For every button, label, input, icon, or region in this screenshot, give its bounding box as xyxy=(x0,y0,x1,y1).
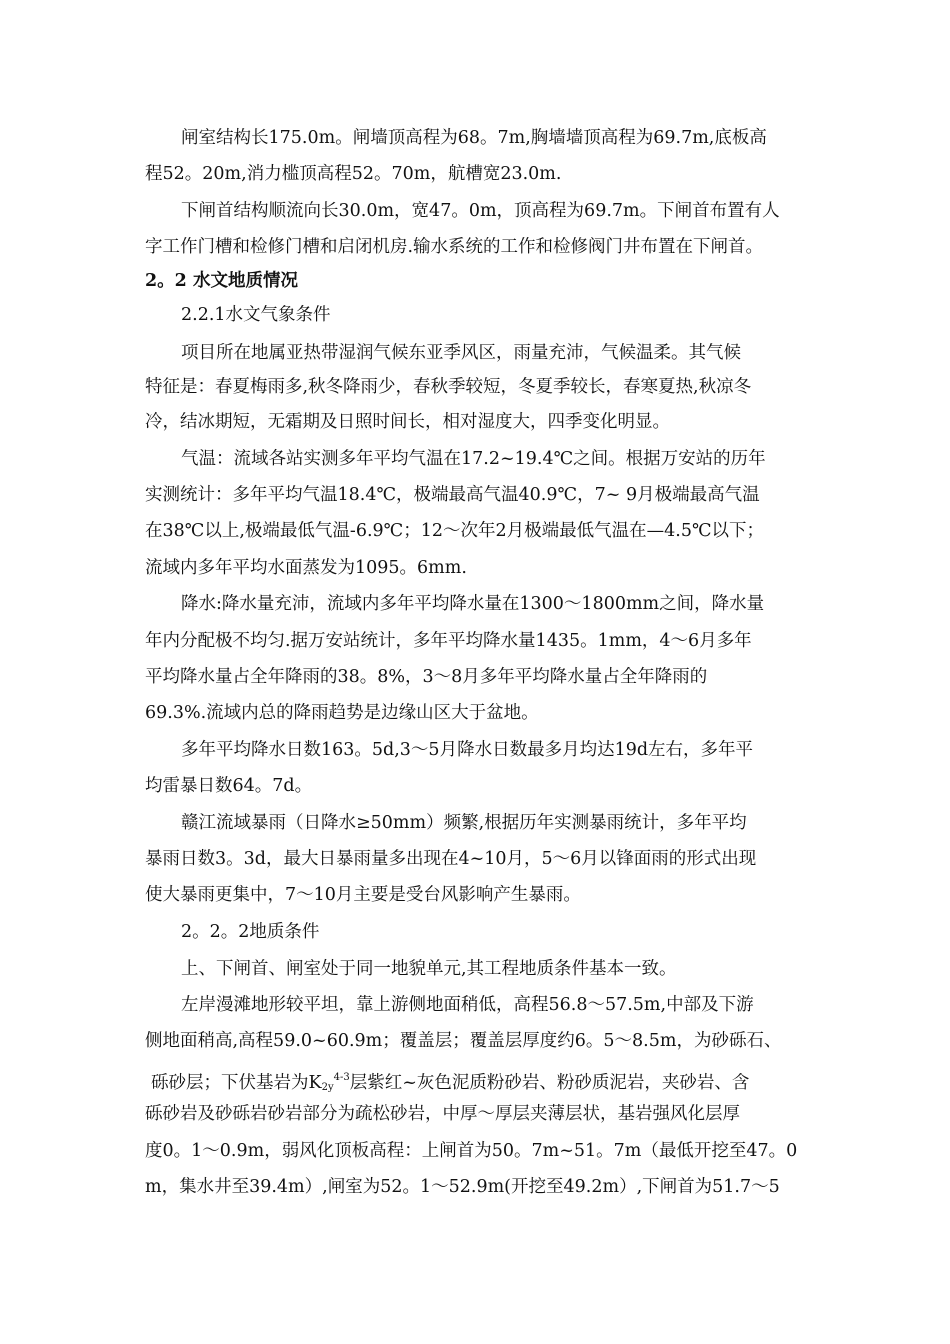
section-heading: 2。2 水文地质情况 xyxy=(145,271,298,291)
text-line: 左岸漫滩地形较平坦，靠上游侧地面稍低，高程56.8～57.5m,中部及下游 xyxy=(181,995,754,1015)
text-line: 下闸首结构顺流向长30.0m，宽47。0m，顶高程为69.7m。下闸首布置有人 xyxy=(181,201,780,221)
text-line: 砾砂岩及砂砾岩砂岩部分为疏松砂岩，中厚～厚层夹薄层状，基岩强风化层厚 xyxy=(145,1104,740,1124)
text-line: 实测统计：多年平均气温18.4℃，极端最高气温40.9℃，7~ 9月极端最高气温 xyxy=(145,485,760,505)
text-line: 赣江流域暴雨（日降水≥50mm）频繁,根据历年实测暴雨统计，多年平均 xyxy=(181,813,747,833)
subsection-heading: 2.2.1水文气象条件 xyxy=(181,305,331,325)
text-line: 上、下闸首、闸室处于同一地貌单元,其工程地质条件基本一致。 xyxy=(181,959,677,979)
text-line-formula xyxy=(151,1061,749,1095)
subsection-heading: 2。2。2地质条件 xyxy=(181,922,320,942)
text-line: 降水:降水量充沛，流域内多年平均降水量在1300～1800mm之间，降水量 xyxy=(181,594,765,614)
text-line: 使大暴雨更集中，7～10月主要是受台风影响产生暴雨。 xyxy=(145,885,581,905)
text-line: 闸室结构长175.0m。闸墙顶高程为68。7m,胸墙墙顶高程为69.7m,底板高 xyxy=(181,128,767,148)
text-line: 冷，结冰期短，无霜期及日照时间长，相对湿度大，四季变化明显。 xyxy=(145,412,670,432)
text-line: 均雷暴日数64。7d。 xyxy=(145,776,313,796)
text-line: 暴雨日数3。3d，最大日暴雨量多出现在4~10月，5～6月以锋面雨的形式出现 xyxy=(145,849,757,869)
text-line: 流域内多年平均水面蒸发为1095。6mm. xyxy=(145,558,467,578)
text-line: 在38℃以上,极端最低气温-6.9℃；12～次年2月极端最低气温在—4.5℃以下； xyxy=(145,521,765,541)
text-line: 特征是：春夏梅雨多,秋冬降雨少，春秋季较短，冬夏季较长，春寒夏热,秋凉冬 xyxy=(145,377,752,397)
text-line: 69.3%.流域内总的降雨趋势是边缘山区大于盆地。 xyxy=(145,703,539,723)
text-segment: 层紫红~灰色泥质粉砂岩、粉砂质泥岩，夹砂岩、含 xyxy=(349,1073,750,1093)
text-line: 度0。1～0.9m，弱风化顶板高程：上闸首为50。7m~51。7m（最低开挖至47。0 xyxy=(145,1141,798,1161)
formula-superscript: 4-3 xyxy=(333,1072,350,1083)
text-line: 侧地面稍高,高程59.0~60.9m；覆盖层；覆盖层厚度约6。5～8.5m，为砂砾石、 xyxy=(145,1031,782,1051)
text-line: 年内分配极不均匀.据万安站统计，多年平均降水量1435。1mm，4～6月多年 xyxy=(145,631,752,651)
text-line: 字工作门槽和检修门槽和启闭机房.输水系统的工作和检修阀门井布置在下闸首。 xyxy=(145,237,764,257)
text-line: 项目所在地属亚热带湿润气候东亚季风区，雨量充沛，气候温柔。其气候 xyxy=(181,343,741,363)
text-line: m，集水井至39.4m）,闸室为52。1～52.9m(开挖至49.2m）,下闸首为51.7～5 xyxy=(145,1177,780,1197)
text-line: 平均降水量占全年降雨的38。8%，3～8月多年平均降水量占全年降雨的 xyxy=(145,667,708,687)
text-line: 程52。20m,消力槛顶高程52。70m，航槽宽23.0m. xyxy=(145,164,562,184)
text-line: 多年平均降水日数163。5d,3～5月降水日数最多月均达19d左右，多年平 xyxy=(181,740,754,760)
text-line: 气温：流域各站实测多年平均气温在17.2~19.4℃之间。根据万安站的历年 xyxy=(181,449,766,469)
formula-subscript: 2y xyxy=(321,1082,334,1093)
text-segment: 砾砂层；下伏基岩为K xyxy=(151,1073,322,1093)
